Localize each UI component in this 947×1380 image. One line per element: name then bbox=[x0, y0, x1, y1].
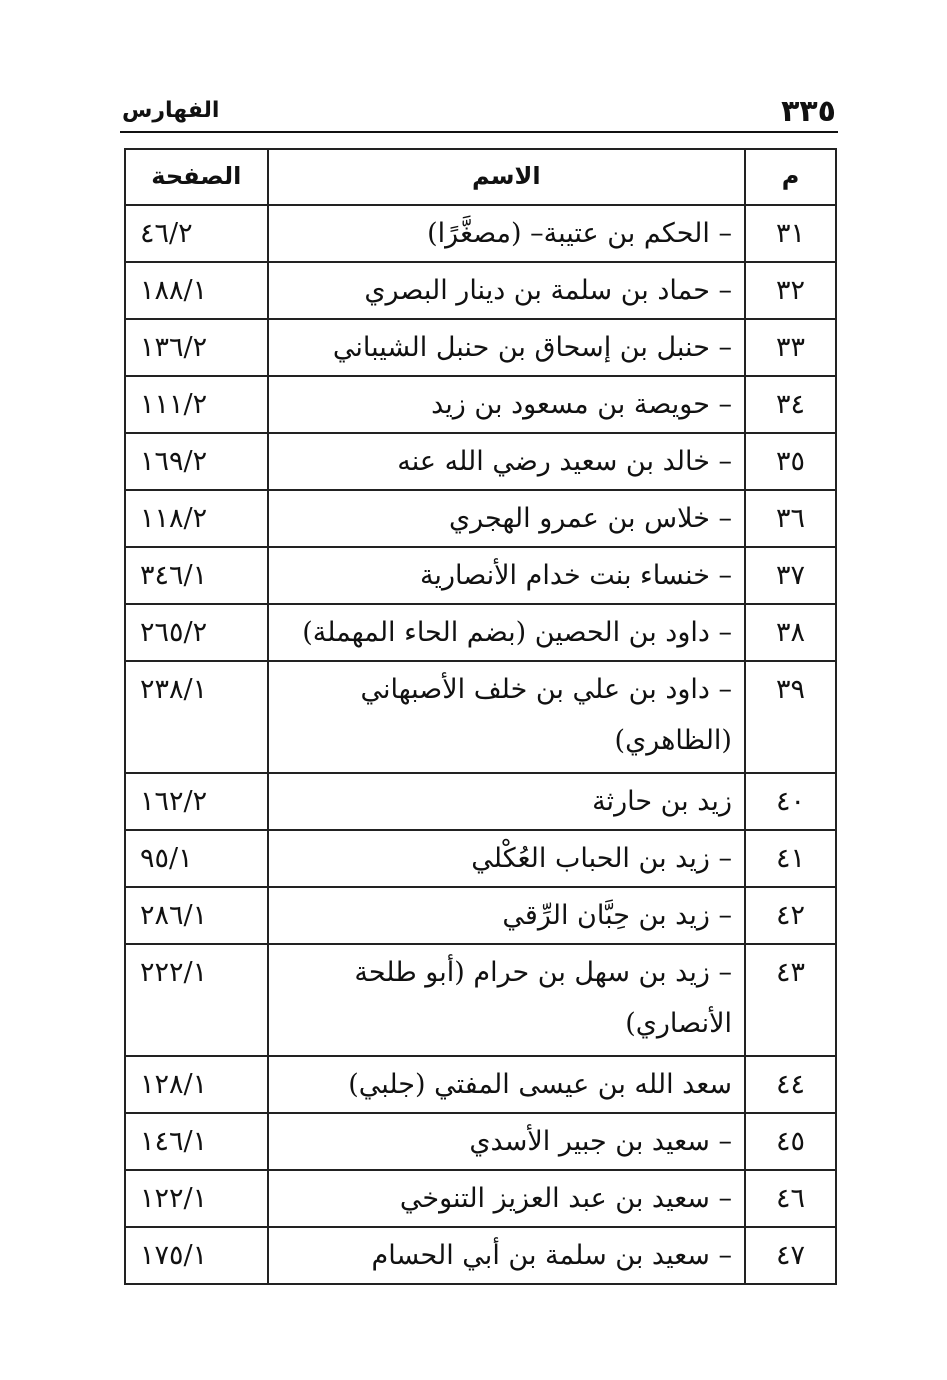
table-row bbox=[125, 1227, 836, 1284]
entry-page: ١٢٢/١ bbox=[125, 1170, 268, 1227]
entry-name: – سعيد بن جبير الأسدي bbox=[268, 1113, 745, 1170]
table-row bbox=[125, 661, 836, 773]
running-header bbox=[120, 92, 838, 132]
table-row bbox=[125, 1113, 836, 1170]
entry-name: سعد الله بن عيسى المفتي (جلبي) bbox=[268, 1056, 745, 1113]
table-row bbox=[125, 773, 836, 830]
table-row bbox=[125, 262, 836, 319]
entry-name: – حماد بن سلمة بن دينار البصري bbox=[268, 262, 745, 319]
entry-number: ٤٤ bbox=[745, 1056, 836, 1113]
entry-page: ١٤٦/١ bbox=[125, 1113, 268, 1170]
entry-name: – داود بن علي بن خلف الأصبهاني (الظاهري) bbox=[268, 661, 745, 773]
entry-name: – زيد بن حِبَّان الرِّقي bbox=[268, 887, 745, 944]
entry-name: – الحكم بن عتيبة– (مصغَّرًا) bbox=[268, 205, 745, 262]
entry-page: ١٢٨/١ bbox=[125, 1056, 268, 1113]
table-header-row bbox=[125, 149, 836, 205]
table-row bbox=[125, 376, 836, 433]
entry-name: – داود بن الحصين (بضم الحاء المهملة) bbox=[268, 604, 745, 661]
entry-page: ٤٦/٢ bbox=[125, 205, 268, 262]
entry-page: ١٧٥/١ bbox=[125, 1227, 268, 1284]
entry-name: – خالد بن سعيد رضي الله عنه bbox=[268, 433, 745, 490]
entry-number: ٣٥ bbox=[745, 433, 836, 490]
entry-number: ٤٧ bbox=[745, 1227, 836, 1284]
entry-number: ٤٥ bbox=[745, 1113, 836, 1170]
entry-name: – سعيد بن عبد العزيز التنوخي bbox=[268, 1170, 745, 1227]
entry-page: ١١١/٢ bbox=[125, 376, 268, 433]
column-header-page: الصفحة bbox=[125, 149, 268, 205]
table-row bbox=[125, 887, 836, 944]
section-title: الفهارس bbox=[122, 98, 220, 123]
table-row bbox=[125, 1170, 836, 1227]
entry-number: ٣٩ bbox=[745, 661, 836, 773]
entry-number: ٣٢ bbox=[745, 262, 836, 319]
entry-name: – حويصة بن مسعود بن زيد bbox=[268, 376, 745, 433]
entry-number: ٤٦ bbox=[745, 1170, 836, 1227]
entry-name: – زيد بن الحباب العُكْلي bbox=[268, 830, 745, 887]
entry-name: – حنبل بن إسحاق بن حنبل الشيباني bbox=[268, 319, 745, 376]
entry-number: ٣٣ bbox=[745, 319, 836, 376]
entry-page: ٢٣٨/١ bbox=[125, 661, 268, 773]
entry-number: ٣٦ bbox=[745, 490, 836, 547]
entry-name: – خنساء بنت خدام الأنصارية bbox=[268, 547, 745, 604]
entry-number: ٣٧ bbox=[745, 547, 836, 604]
entry-number: ٤٢ bbox=[745, 887, 836, 944]
entry-name: زيد بن حارثة bbox=[268, 773, 745, 830]
entry-name: – خلاس بن عمرو الهجري bbox=[268, 490, 745, 547]
entry-page: ١٨٨/١ bbox=[125, 262, 268, 319]
entry-number: ٤٣ bbox=[745, 944, 836, 1056]
table-row bbox=[125, 830, 836, 887]
entry-number: ٣١ bbox=[745, 205, 836, 262]
table-row bbox=[125, 1056, 836, 1113]
column-header-number: م bbox=[745, 149, 836, 205]
entry-name: – سعيد بن سلمة بن أبي الحسام bbox=[268, 1227, 745, 1284]
page-number: ٣٣٥ bbox=[781, 94, 836, 129]
table-row bbox=[125, 319, 836, 376]
entry-number: ٣٨ bbox=[745, 604, 836, 661]
entry-page: ٩٥/١ bbox=[125, 830, 268, 887]
entry-page: ٢٦٥/٢ bbox=[125, 604, 268, 661]
entry-name: – زيد بن سهل بن حرام (أبو طلحة الأنصاري) bbox=[268, 944, 745, 1056]
table-row bbox=[125, 547, 836, 604]
column-header-name: الاسم bbox=[268, 149, 745, 205]
names-index-table bbox=[124, 148, 837, 1285]
table-row bbox=[125, 433, 836, 490]
entry-page: ٢٨٦/١ bbox=[125, 887, 268, 944]
entry-page: ١٦٩/٢ bbox=[125, 433, 268, 490]
entry-page: ١١٨/٢ bbox=[125, 490, 268, 547]
entry-page: ١٣٦/٢ bbox=[125, 319, 268, 376]
entry-page: ٢٢٢/١ bbox=[125, 944, 268, 1056]
table-row bbox=[125, 604, 836, 661]
table-row bbox=[125, 205, 836, 262]
table-row bbox=[125, 944, 836, 1056]
entry-number: ٣٤ bbox=[745, 376, 836, 433]
table-row bbox=[125, 490, 836, 547]
entry-number: ٤١ bbox=[745, 830, 836, 887]
entry-page: ١٦٢/٢ bbox=[125, 773, 268, 830]
header-rule bbox=[120, 131, 838, 133]
entry-number: ٤٠ bbox=[745, 773, 836, 830]
entry-page: ٣٤٦/١ bbox=[125, 547, 268, 604]
